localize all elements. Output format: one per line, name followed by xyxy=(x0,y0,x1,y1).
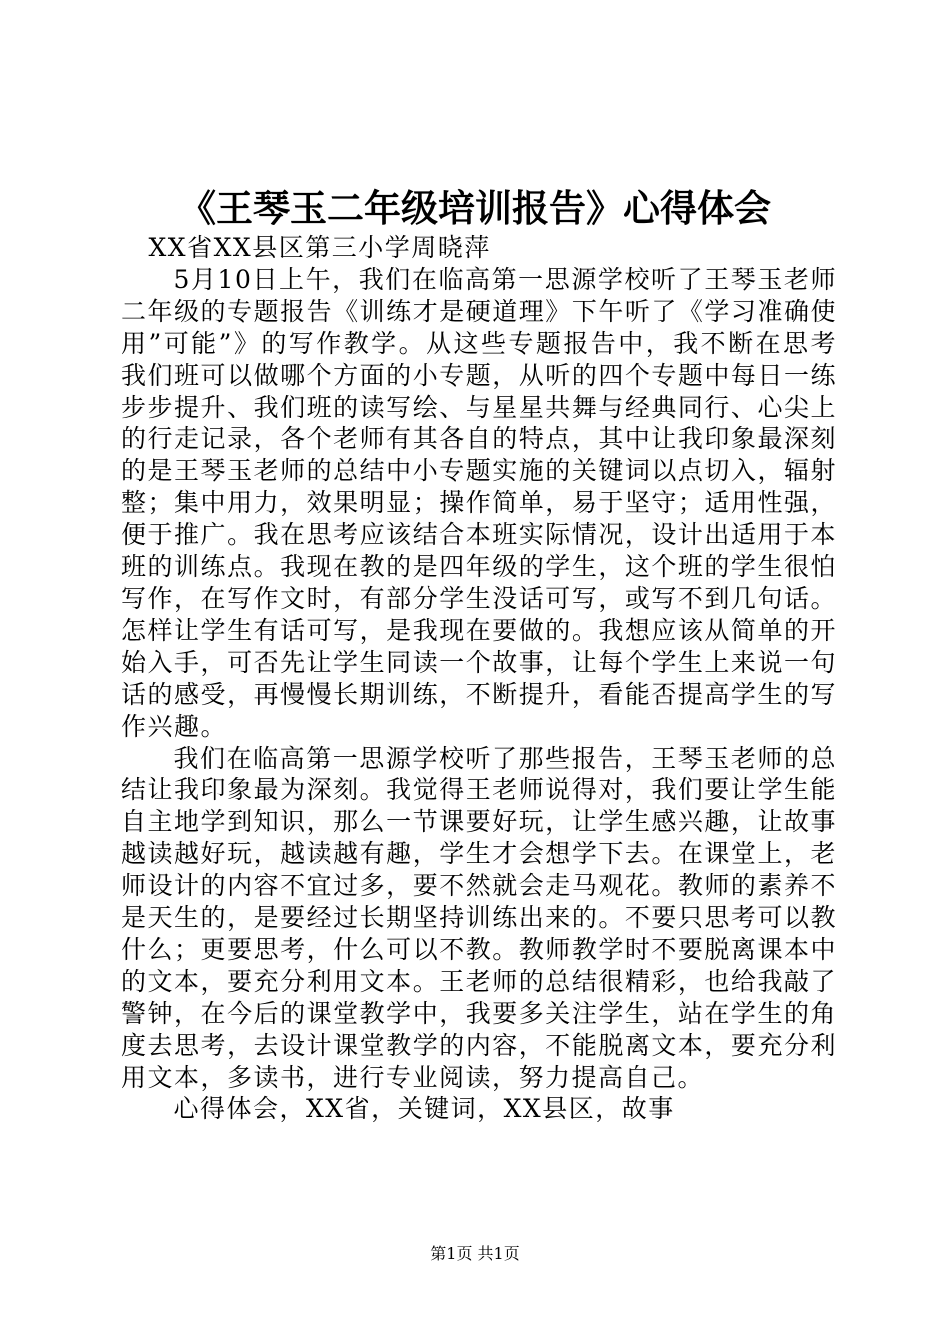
keywords-line: 心得体会，XX省，关键词，XX县区，故事 xyxy=(173,1094,675,1124)
author-line: XX省XX县区第三小学周晓萍 xyxy=(148,233,491,262)
document-title: 《王琴玉二年级培训报告》心得体会 xyxy=(179,186,771,230)
document-body xyxy=(121,232,837,1125)
paragraph-2: 我们在临高第一思源学校听了那些报告，王琴玉老师的总结让我印象最为深刻。我觉得王老师说得对，我们要让学生能自主地学到知识，那么一节课要好玩，让学生感兴趣，让故事越读越好玩，越读越有趣，学生才会想学下去。在课堂上，老师设计的内容不宜过多，要不然就会走马观花。教师的素养不是天生的，是要经过长期坚持训练出来的。不要只思考可以教什么；更要思考，什么可以不教。教师教学时不要脱离课本中的文本，要充分利用文本。王老师的总结很精彩，也给我敲了警钟，在今后的课堂教学中，我要多关注学生，站在学生的角度去思考，去设计课堂教学的内容，不能脱离文本，要充分利用文本，多读书，进行专业阅读，努力提高自己。 xyxy=(121,743,837,1092)
page-footer: 第1页 共1页 xyxy=(430,1244,520,1263)
paragraph-1: 5月10日上午，我们在临高第一思源学校听了王琴玉老师二年级的专题报告《训练才是硬道理》下午听了《学习准确使用”可能”》的写作教学。从这些专题报告中，我不断在思考我们班可以做哪个方面的小专题，从听的四个专题中每日一练步步提升、我们班的读写绘、与星星共舞与经典同行、心尖上的行走记录，各个老师有其各自的特点，其中让我印象最深刻的是王琴玉老师的总结中小专题实施的关键词以点切入，辐射整；集中用力，效果明显；操作简单，易于坚守；适用性强，便于推广。我在思考应该结合本班实际情况，设计出适用于本班的训练点。我现在教的是四年级的学生，这个班的学生很怕写作，在写作文时，有部分学生没话可写，或写不到几句话。怎样让学生有话可写，是我现在要做的。我想应该从简单的开始入手，可否先让学生同读一个故事，让每个学生上来说一句话的感受，再慢慢长期训练，不断提升，看能否提高学生的写作兴趣。 xyxy=(121,264,837,741)
